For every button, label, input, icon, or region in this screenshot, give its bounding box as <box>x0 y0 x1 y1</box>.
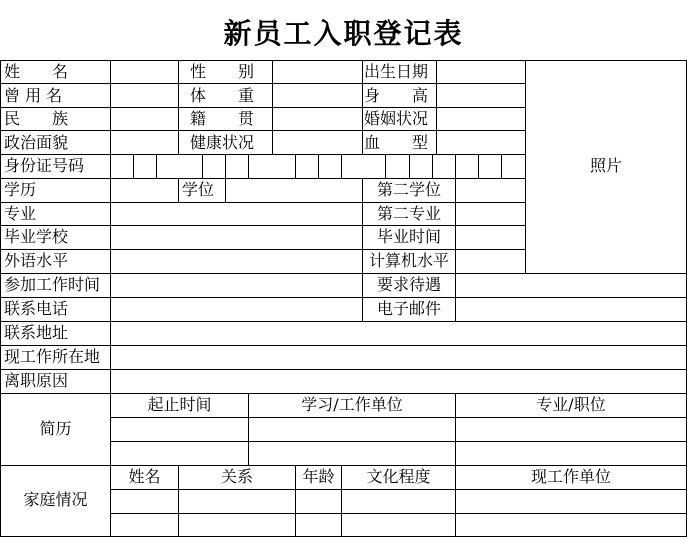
former-name-field[interactable] <box>111 84 178 107</box>
gender-field[interactable] <box>273 61 362 83</box>
label-blood-type: 血 型 <box>364 133 429 152</box>
label-work-start: 参加工作时间 <box>4 275 101 294</box>
label-name: 姓 名 <box>4 62 69 81</box>
label-phone: 联系电话 <box>4 299 69 318</box>
email-field[interactable] <box>456 298 686 321</box>
second-degree-field[interactable] <box>456 179 525 202</box>
label-major: 专业 <box>4 204 37 223</box>
label-second-major: 第二专业 <box>376 204 441 223</box>
label-address: 联系地址 <box>4 323 69 342</box>
health-field[interactable] <box>273 131 362 154</box>
second-major-field[interactable] <box>456 203 525 225</box>
grid-line <box>178 60 179 154</box>
label-former-name: 曾 用 名 <box>4 86 63 105</box>
major-field[interactable] <box>111 203 362 225</box>
leave-reason-field[interactable] <box>111 370 686 393</box>
label-birth-date: 出生日期 <box>364 62 429 81</box>
graduation-time-field[interactable] <box>456 226 525 249</box>
grid-line <box>362 60 363 154</box>
label-computer-level: 计算机水平 <box>368 251 449 270</box>
grid-line <box>178 178 179 202</box>
ethnicity-field[interactable] <box>111 108 178 130</box>
education-field[interactable] <box>111 179 178 202</box>
photo-placeholder: 照片 <box>589 156 622 175</box>
weight-field[interactable] <box>273 84 362 107</box>
native-place-field[interactable] <box>273 108 362 130</box>
school-field[interactable] <box>111 226 362 249</box>
family-header-employer: 现工作单位 <box>530 467 611 486</box>
label-salary-expectation: 要求待遇 <box>376 275 441 294</box>
phone-field[interactable] <box>111 298 362 321</box>
label-health: 健康状况 <box>190 133 255 152</box>
grid-line <box>0 60 1 537</box>
id-number-field[interactable] <box>111 155 525 178</box>
label-degree: 学位 <box>182 180 215 199</box>
height-field[interactable] <box>437 84 525 107</box>
blood-type-field[interactable] <box>437 131 525 154</box>
grid-line <box>0 465 687 466</box>
computer-level-field[interactable] <box>456 250 525 273</box>
label-resume: 简历 <box>39 419 72 438</box>
label-school: 毕业学校 <box>4 227 69 246</box>
form-title: 新员工入职登记表 <box>223 17 464 50</box>
label-leave-reason: 离职原因 <box>4 371 69 390</box>
label-second-degree: 第二学位 <box>376 180 441 199</box>
name-field[interactable] <box>111 61 178 83</box>
label-graduation-time: 毕业时间 <box>376 227 441 246</box>
label-education: 学历 <box>4 180 37 199</box>
foreign-language-field[interactable] <box>111 250 362 273</box>
label-foreign-language: 外语水平 <box>4 251 69 270</box>
work-start-field[interactable] <box>111 274 362 297</box>
family-entries[interactable] <box>111 490 686 536</box>
address-field[interactable] <box>111 322 686 345</box>
grid-line <box>0 536 687 537</box>
label-id-number: 身份证号码 <box>4 156 85 175</box>
birth-date-field[interactable] <box>437 61 525 83</box>
label-political-status: 政治面貌 <box>4 133 69 152</box>
label-email: 电子邮件 <box>376 299 441 318</box>
family-header-education: 文化程度 <box>366 467 431 486</box>
family-header-name: 姓名 <box>128 467 161 486</box>
resume-header-organization: 学习/工作单位 <box>301 395 403 414</box>
label-ethnicity: 民 族 <box>4 109 69 128</box>
political-status-field[interactable] <box>111 131 178 154</box>
resume-header-period: 起止时间 <box>147 395 212 414</box>
label-current-location: 现工作所在地 <box>4 347 101 366</box>
label-height: 身 高 <box>364 86 429 105</box>
label-native-place: 籍 贯 <box>190 109 255 128</box>
grid-line <box>0 393 687 394</box>
label-marital-status: 婚姻状况 <box>364 109 429 128</box>
photo-area[interactable] <box>526 61 686 273</box>
marital-status-field[interactable] <box>437 108 525 130</box>
current-location-field[interactable] <box>111 346 686 369</box>
salary-expectation-field[interactable] <box>456 274 686 297</box>
registration-form <box>0 60 687 537</box>
family-header-age: 年龄 <box>302 467 335 486</box>
degree-field[interactable] <box>226 179 362 202</box>
label-family: 家庭情况 <box>23 490 88 509</box>
label-weight: 体 重 <box>190 86 255 105</box>
family-header-relation: 关系 <box>220 467 253 486</box>
label-gender: 性 别 <box>190 62 255 81</box>
resume-entries[interactable] <box>111 418 686 465</box>
resume-header-position: 专业/职位 <box>536 395 606 414</box>
